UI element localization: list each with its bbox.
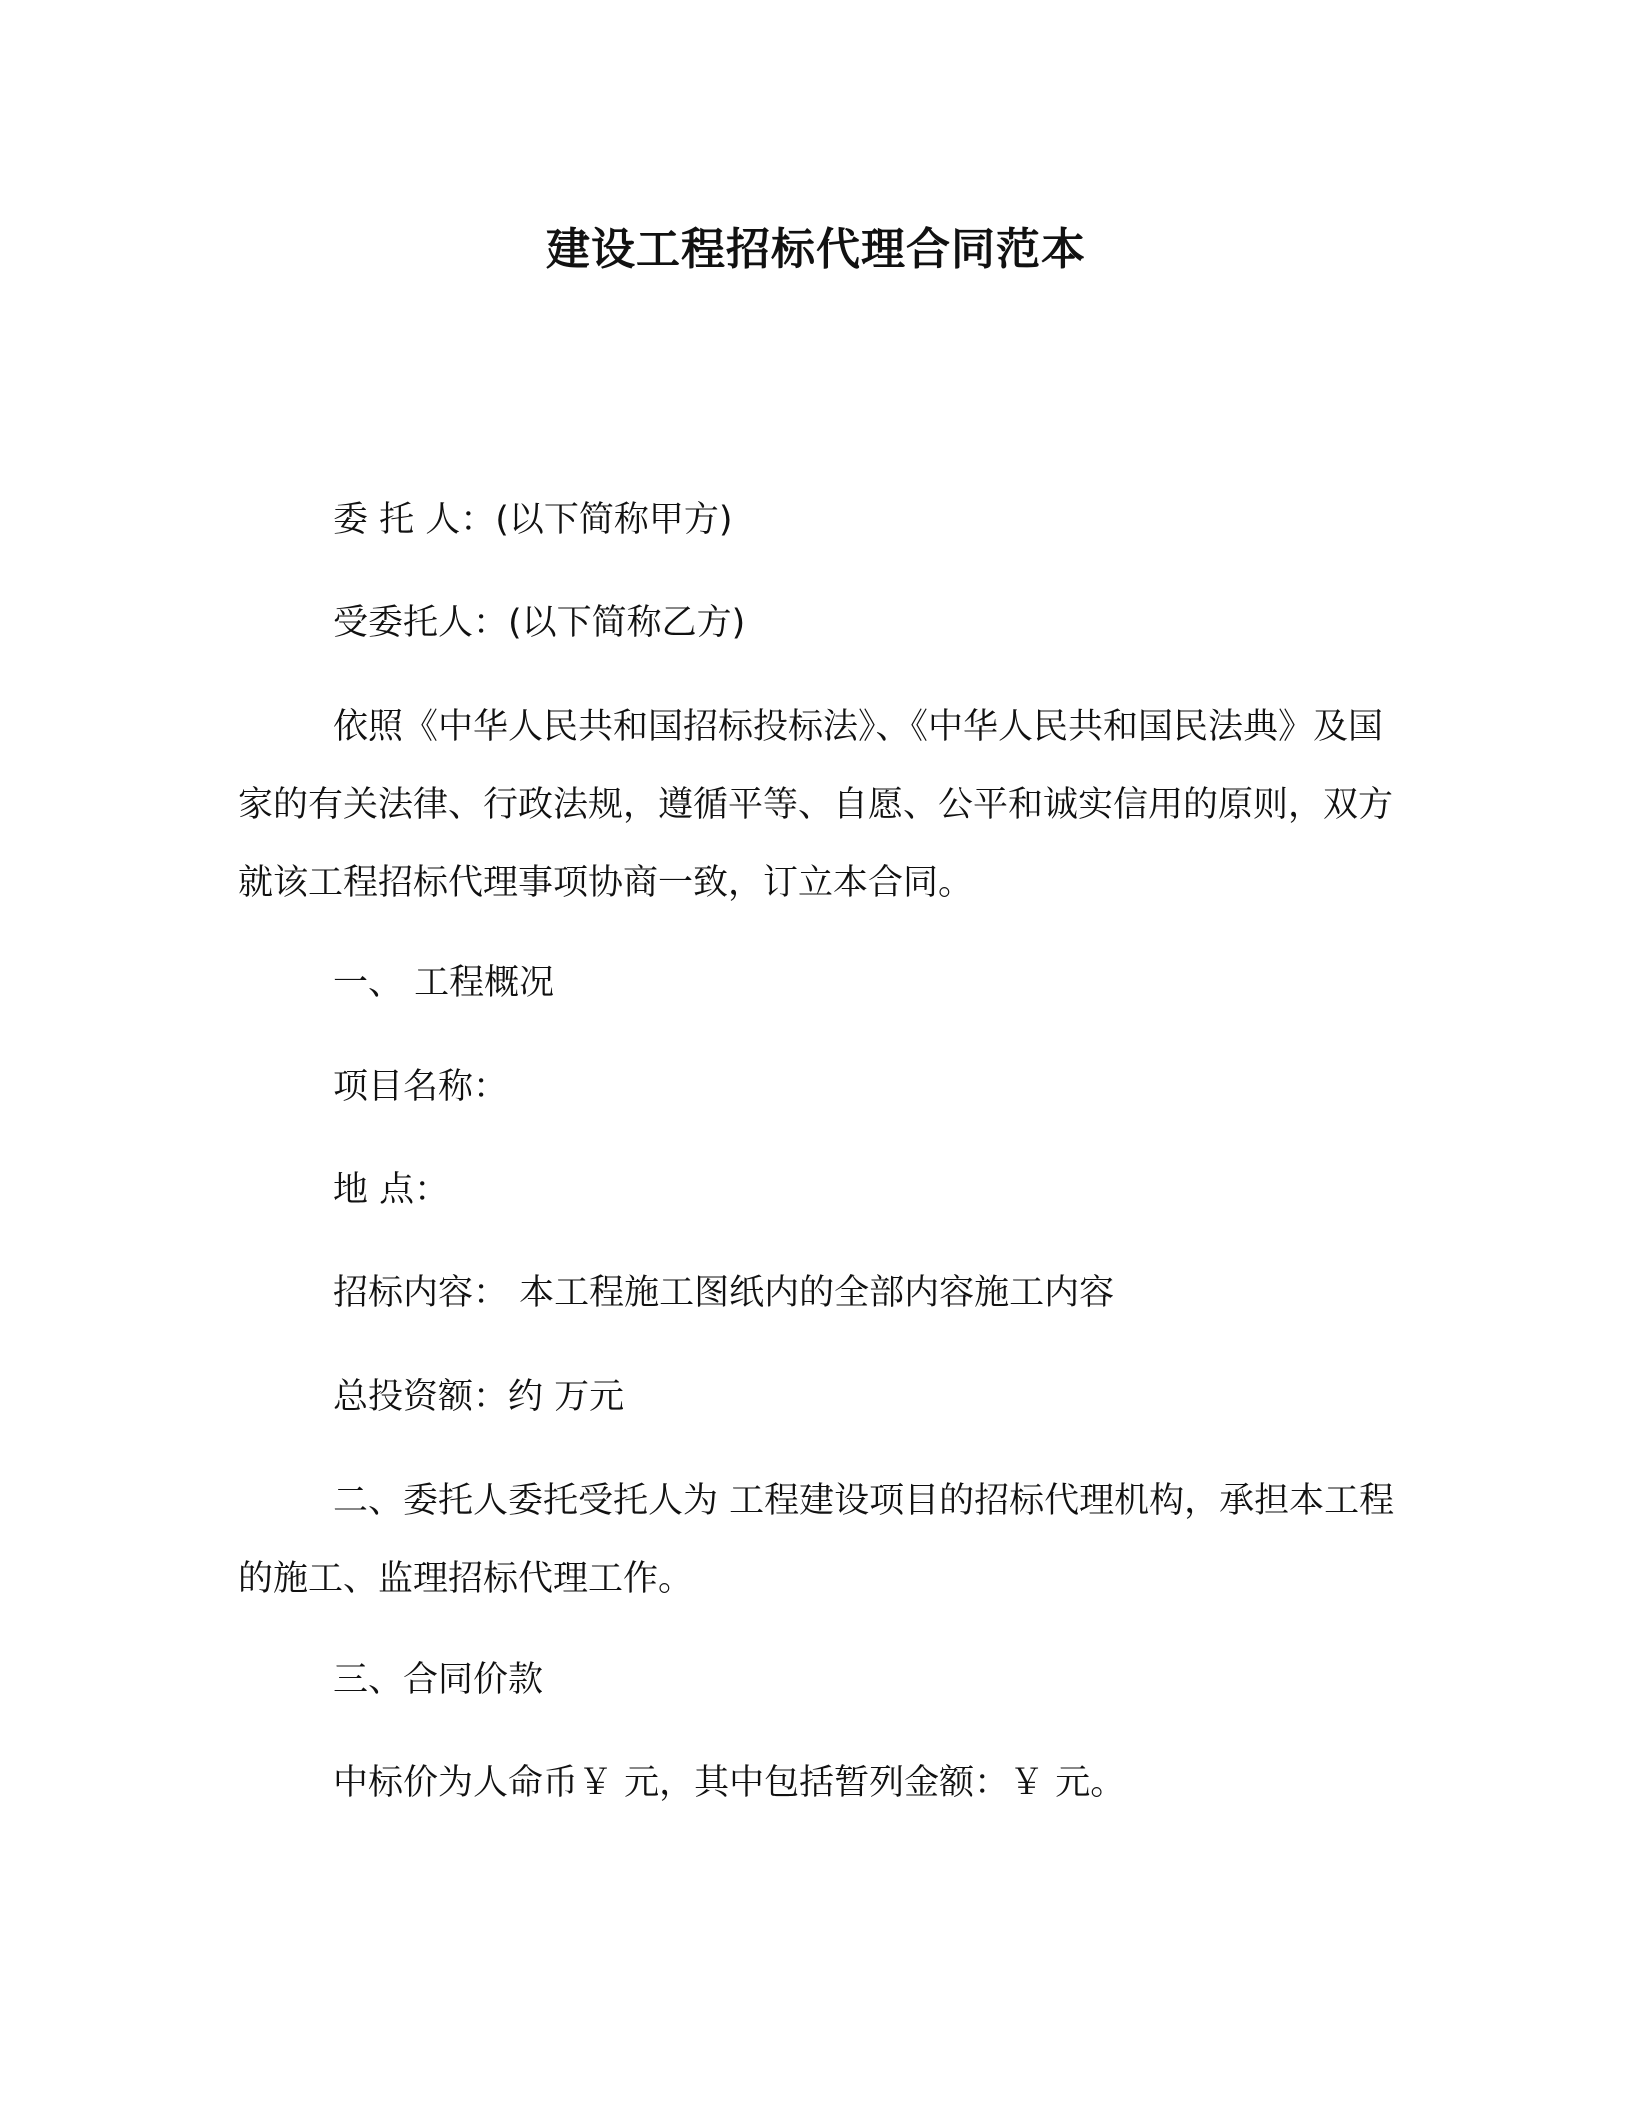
preamble-paragraph: 依照《中华人民共和国招标投标法》、《中华人民共和国民法典》及国家的有关法律、行政法规，遵循平等、自愿、公平和诚实信用的原则，双方就该工程招标代理事项协商一致，订立本合同。	[238, 707, 1394, 903]
bid-price-line: 中标价为人命币￥ 元，其中包括暂列金额：￥ 元。	[333, 1763, 1126, 1803]
section-3-heading: 三、合同价款	[333, 1660, 544, 1700]
location-line: 地 点：	[333, 1170, 450, 1210]
client-line: 委 托 人：(以下简称甲方)	[333, 500, 733, 540]
document-title: 建设工程招标代理合同范本	[546, 224, 1086, 275]
section-1-heading: 一、 工程概况	[333, 963, 555, 1003]
project-name-line: 项目名称：	[333, 1067, 509, 1107]
section-2-paragraph: 二、委托人委托受托人为 工程建设项目的招标代理机构，承担本工程的施工、监理招标代理工作。	[238, 1481, 1395, 1599]
bidding-content-line: 招标内容： 本工程施工图纸内的全部内容施工内容	[333, 1273, 1115, 1313]
total-investment-line: 总投资额：约 万元	[333, 1377, 625, 1417]
agent-line: 受委托人：(以下简称乙方)	[333, 603, 746, 643]
